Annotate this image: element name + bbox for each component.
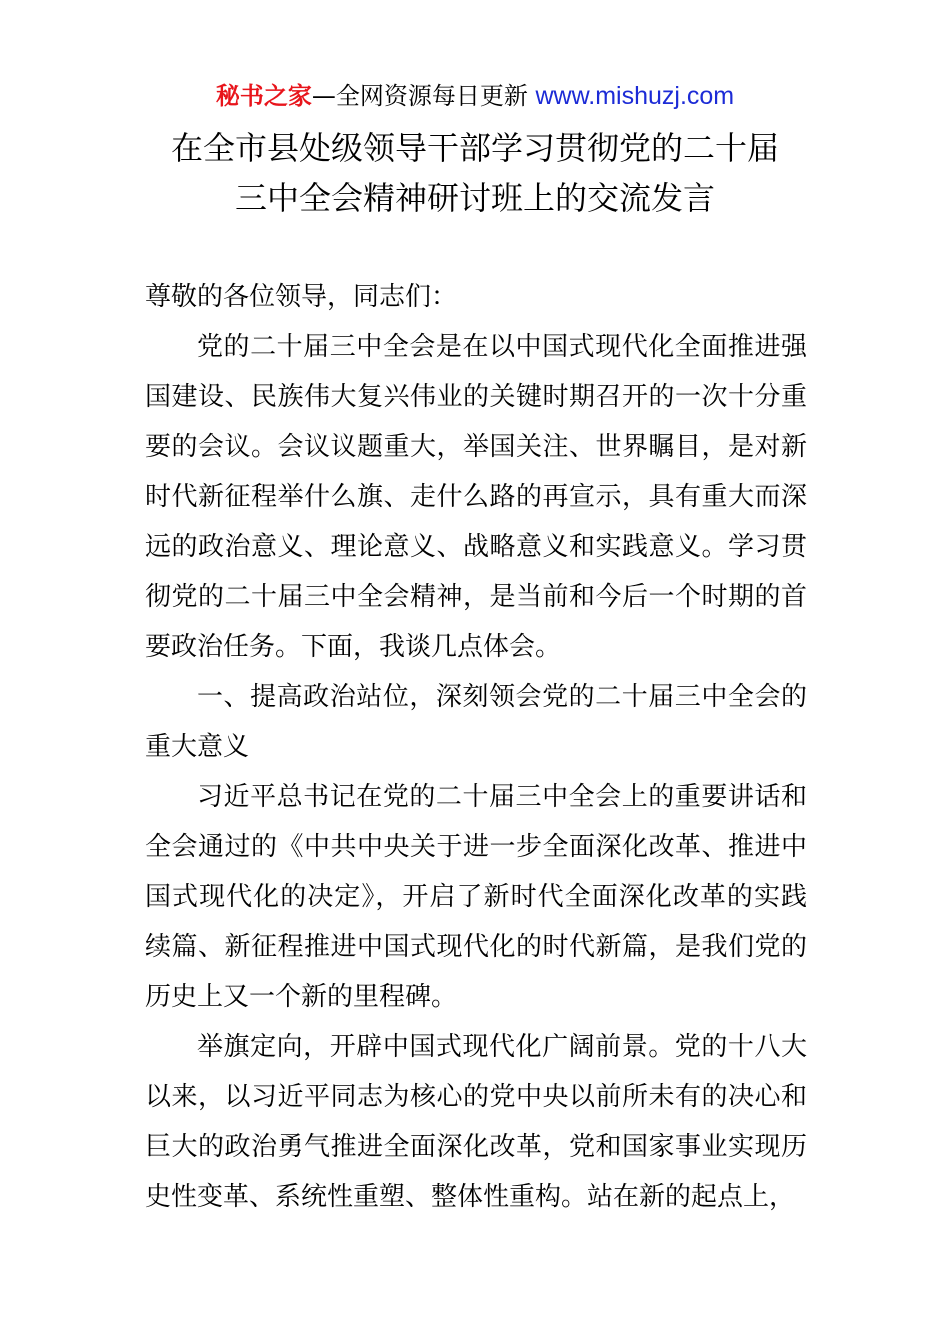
document-title	[0, 123, 950, 223]
paragraph-3: 举旗定向，开辟中国式现代化广阔前景。党的十八大以来，以习近平同志为核心的党中央以前所未有的决心和巨大的政治勇气推进全面深化改革，党和国家事业实现历史性变革、系统性重塑、整体性重构。站在新的起点上，	[145, 1032, 807, 1212]
brand-name: 秘书之家	[215, 82, 312, 110]
site-header	[0, 80, 950, 112]
document-body	[145, 272, 807, 1222]
paragraph-1: 党的二十届三中全会是在以中国式现代化全面推进强国建设、民族伟大复兴伟业的关键时期召开的一次十分重要的会议。会议议题重大，举国关注、世界瞩目，是对新时代新征程举什么旗、走什么路的再宣示，具有重大而深远的政治意义、理论意义、战略意义和实践意义。学习贯彻党的二十届三中全会精神，是当前和今后一个时期的首要政治任务。下面，我谈几点体会。	[145, 332, 807, 662]
title-line-1: 在全市县处级领导干部学习贯彻党的二十届	[170, 129, 779, 167]
salutation: 尊敬的各位领导，同志们：	[145, 282, 458, 312]
site-url-link[interactable]: www.mishuzj.com	[535, 82, 735, 110]
paragraph-2: 习近平总书记在党的二十届三中全会上的重要讲话和全会通过的《中共中央关于进一步全面深化改革、推进中国式现代化的决定》，开启了新时代全面深化改革的实践续篇、新征程推进中国式现代化的时代新篇，是我们党的历史上又一个新的里程碑。	[145, 782, 807, 1012]
site-tagline: —全网资源每日更新	[311, 82, 536, 110]
section-heading-1: 一、提高政治站位，深刻领会党的二十届三中全会的重大意义	[145, 682, 807, 762]
title-line-2: 三中全会精神研讨班上的交流发言	[234, 179, 715, 217]
